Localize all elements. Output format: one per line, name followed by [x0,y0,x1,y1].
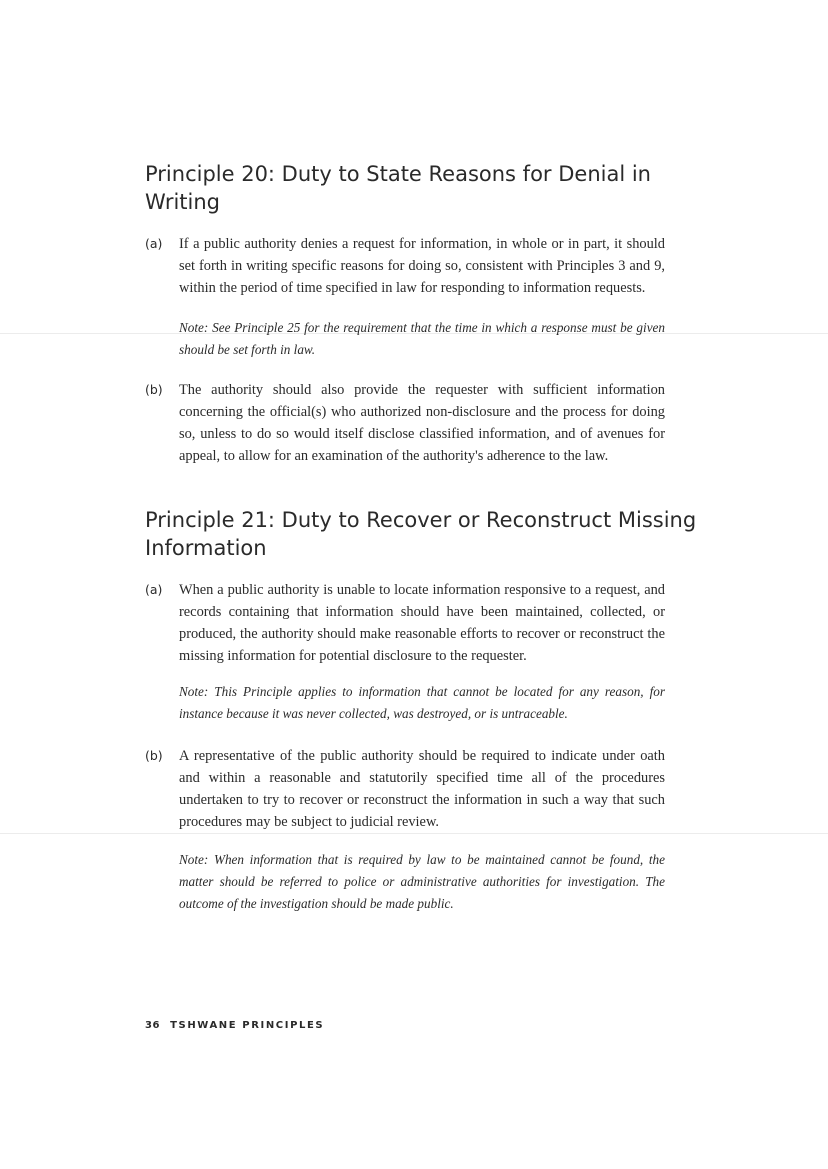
item-text: If a public authority denies a request for information, in whole or in part, it should set forth in writing specific reasons for doing so, consistent with Principles 3 and 9, within the period of time specified in law for responding to information requests. [179,236,665,296]
principle-21-heading: Principle 21: Duty to Recover or Reconstruct Missing Information [145,508,697,560]
principle-21-item-a [145,579,665,667]
page-number: 36 [145,1020,160,1031]
scan-artifact-line [0,833,828,834]
principle-21-note-a: Note: This Principle applies to information that cannot be located for any reason, for instance because it was never collected, was destroyed, or is untraceable. [179,684,665,721]
principle-20-item-a [145,233,665,299]
page-footer [145,1020,324,1031]
item-label: (a) [145,236,163,251]
principle-20-note-a: Note: See Principle 25 for the requirement that the time in which a response must be given should be set forth in law. [179,320,665,357]
principle-20-item-b [145,379,665,467]
item-text: A representative of the public authority should be required to indicate under oath and within a reasonable and statutorily specified time all of the procedures undertaken to try to recover or reconstruct the information in such a way that such procedures may be subject to judicial review. [179,748,665,830]
item-text: When a public authority is unable to locate information responsive to a request, and records containing that information should have been maintained, collected, or produced, the authority should make reasonable efforts to recover or reconstruct the missing information for potential disclosure to the requester. [179,582,665,664]
item-label: (b) [145,382,163,397]
item-text: The authority should also provide the requester with sufficient information concerning the official(s) who authorized non-disclosure and the process for doing so, unless to do so would itself disclose classified information, and of avenues for appeal, to allow for an examination of the authority's adherence to the law. [179,382,665,464]
running-title: TSHWANE PRINCIPLES [170,1020,325,1031]
principle-21-note-b: Note: When information that is required by law to be maintained cannot be found, the matter should be referred to police or administrative authorities for investigation. The outcome of the investigation should be made public. [179,852,665,911]
principle-21-item-b [145,745,665,833]
item-label: (a) [145,582,163,597]
principle-20-heading: Principle 20: Duty to State Reasons for Denial in Writing [145,162,651,214]
item-label: (b) [145,748,163,763]
